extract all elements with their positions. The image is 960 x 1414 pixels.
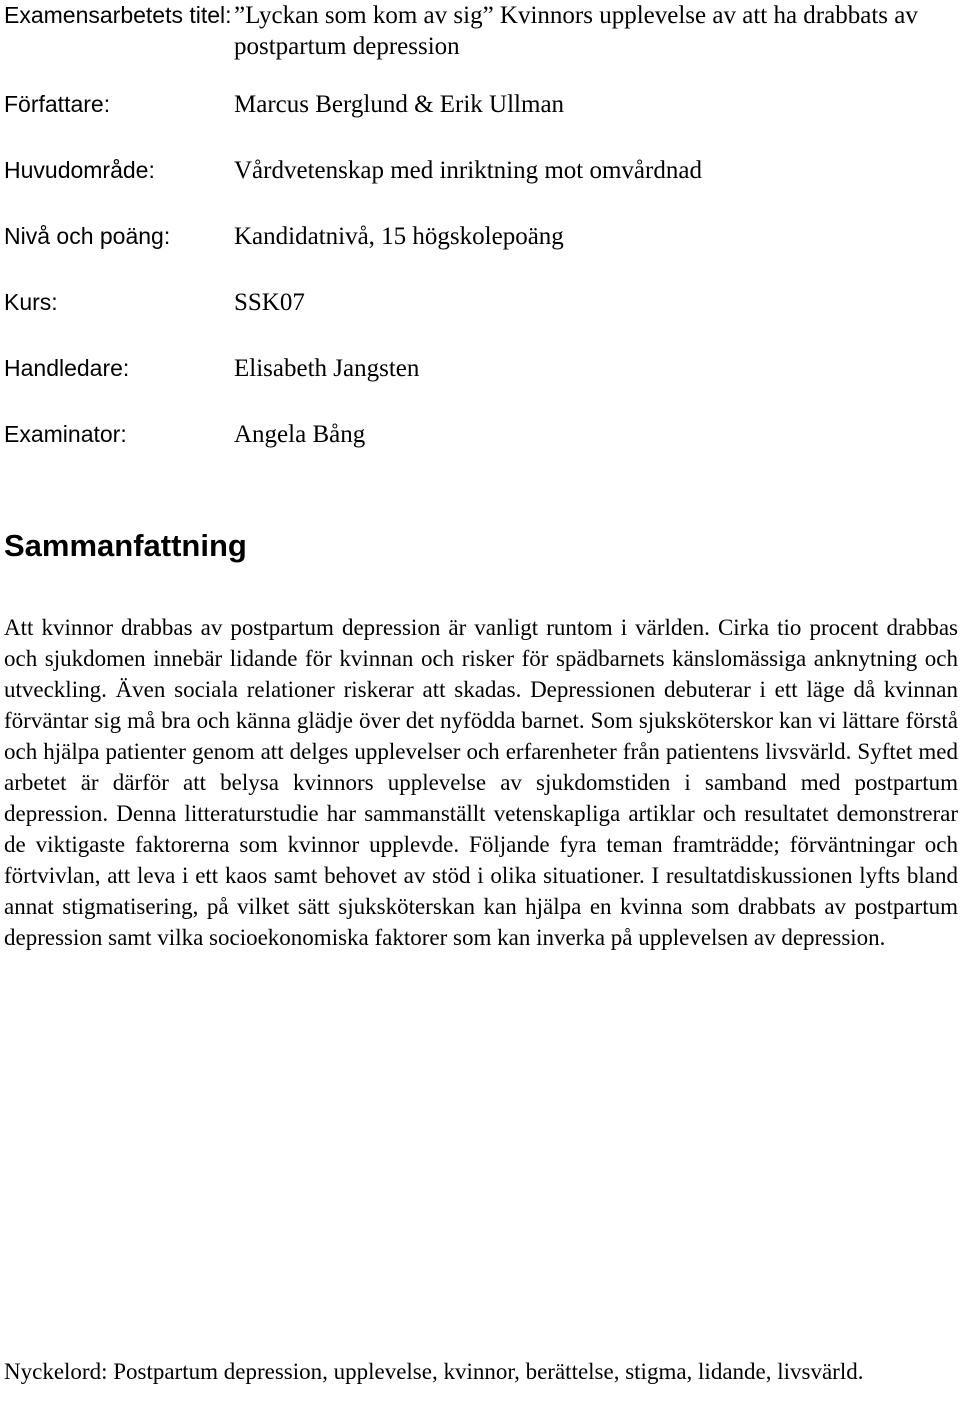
keywords: Nyckelord: Postpartum depression, upplevelse, kvinnor, berättelse, stigma, lidande, livsvärld.	[4, 1359, 864, 1384]
summary-heading: Sammanfattning	[4, 528, 247, 563]
subject-label: Huvudområde:	[4, 157, 155, 183]
examiner-value: Angela Bång	[234, 421, 366, 448]
supervisor-label: Handledare:	[4, 355, 130, 381]
subject-value: Vårdvetenskap med inriktning mot omvårdnad	[234, 157, 702, 184]
metadata-row-course	[4, 287, 954, 322]
metadata-row-supervisor	[4, 353, 954, 388]
metadata-row-level	[4, 221, 954, 256]
summary-text: Att kvinnor drabbas av postpartum depression är vanligt runtom i världen. Cirka tio procent drabbas och sjukdomen innebär lidande för kvinnan och risker för spädbarnets känslomässiga anknytning och utveckling. Även sociala relationer riskerar att skadas. Depressionen debuterar i ett läge då kvinnan förväntar sig må bra och känna glädje över det nyfödda barnet. Som sjuksköterskor kan vi lättare förstå och hjälpa patienter genom att delges upplevelser och erfarenheter från patientens livsvärld. Syftet med arbetet är därför att belysa kvinnors upplevelse av sjukdomstiden i samband med postpartum depression. Denna litteraturstudie har sammanställt vetenskapliga artiklar och resultatet demonstrerar de viktigaste faktorerna som kvinnor upplevde. Följande fyra teman framträdde; förväntningar och förtvivlan, att leva i ett kaos samt behovet av stöd i olika situationer. I resultatdiskussionen lyfts bland annat stigmatisering, på vilket sätt sjuksköterskan kan hjälpa en kvinna som drabbats av postpartum depression samt vilka socioekonomiska faktorer som kan inverka på upplevelsen av depression.	[4, 615, 958, 950]
course-label: Kurs:	[4, 289, 58, 315]
metadata-row-subject	[4, 155, 954, 190]
supervisor-value: Elisabeth Jangsten	[234, 355, 420, 382]
level-label: Nivå och poäng:	[4, 223, 171, 249]
title-value: ”Lyckan som kom av sig” Kvinnors upplevelse av att ha drabbats av postpartum depression	[234, 2, 918, 60]
metadata-row-authors	[4, 89, 954, 124]
examiner-label: Examinator:	[4, 421, 127, 447]
authors-value: Marcus Berglund & Erik Ullman	[234, 91, 565, 118]
title-label: Examensarbetets titel:	[4, 2, 232, 28]
metadata-row-title	[4, 0, 954, 62]
metadata-row-examiner	[4, 419, 954, 454]
authors-label: Författare:	[4, 91, 111, 117]
level-value: Kandidatnivå, 15 högskolepoäng	[234, 223, 564, 250]
course-value: SSK07	[234, 289, 305, 316]
metadata-table	[4, 0, 954, 448]
